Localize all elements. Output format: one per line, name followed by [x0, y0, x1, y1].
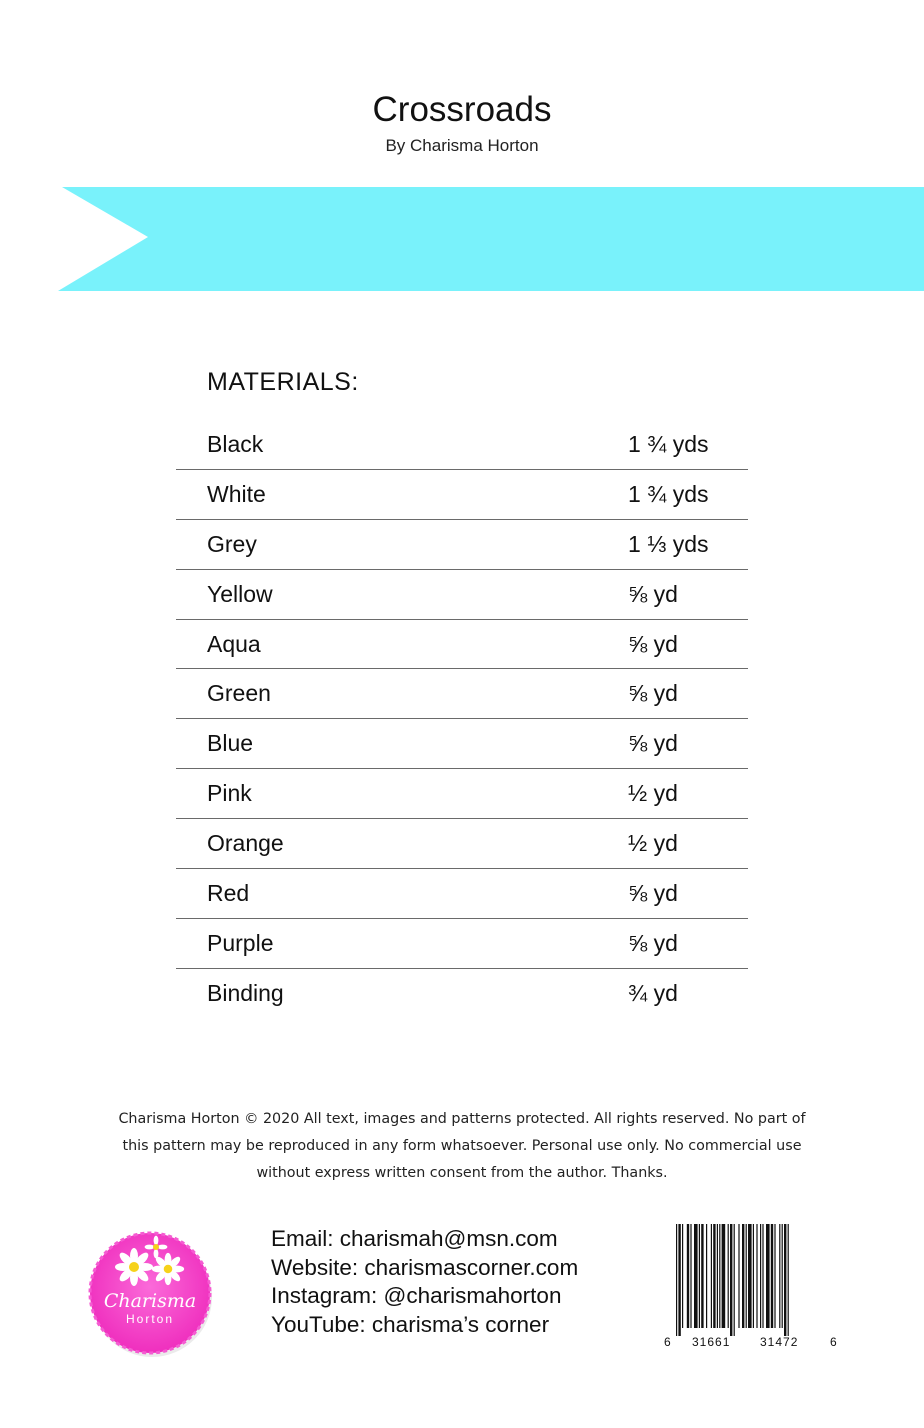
materials-row	[176, 919, 748, 969]
material-name: Red	[207, 880, 250, 907]
barcode-bar	[784, 1224, 786, 1336]
barcode-digit-left: 6	[664, 1335, 671, 1349]
copyright-line: Charisma Horton © 2020 All text, images and patterns protected. All rights reserved. No part of	[118, 1111, 806, 1127]
barcode-bar	[699, 1224, 700, 1328]
barcode	[662, 1222, 840, 1350]
barcode-digit-right: 6	[830, 1335, 837, 1349]
barcode-bar	[742, 1224, 744, 1328]
barcode-bar	[687, 1224, 689, 1328]
barcode-bar	[678, 1224, 680, 1336]
page-title: Crossroads	[372, 90, 552, 129]
material-quantity: ½ yd	[628, 780, 678, 807]
barcode-group2: 31472	[760, 1335, 799, 1349]
barcode-bar	[771, 1224, 773, 1328]
material-name: Green	[207, 680, 271, 707]
material-name: Binding	[207, 979, 284, 1006]
barcode-bar	[722, 1224, 726, 1328]
barcode-group1: 31661	[692, 1335, 731, 1349]
material-name: Yellow	[207, 580, 273, 607]
barcode-bar	[766, 1224, 770, 1328]
material-quantity: 1 ⅓ yds	[628, 530, 709, 557]
copyright-notice	[80, 1106, 844, 1187]
barcode-bar	[717, 1224, 718, 1328]
material-name: Pink	[207, 780, 252, 807]
barcode-bar	[676, 1224, 677, 1336]
copyright-line: without express written consent from the author. Thanks.	[256, 1165, 668, 1181]
copyright-line: this pattern may be reproduced in any form whatsoever. Personal use only. No commercial use	[122, 1138, 802, 1154]
contact-youtube[interactable]: YouTube: charisma’s corner	[271, 1311, 550, 1337]
materials-table	[176, 420, 748, 1019]
contact-email[interactable]: Email: charismah@msn.com	[271, 1226, 558, 1251]
logo-text-horton: Horton	[125, 1312, 175, 1326]
logo-text-charisma: Charisma	[103, 1290, 197, 1312]
aqua-banner	[0, 187, 924, 291]
material-quantity: ¾ yd	[628, 979, 678, 1006]
material-name: Purple	[207, 929, 274, 956]
materials-row	[176, 570, 748, 620]
material-quantity: ½ yd	[628, 830, 678, 857]
material-quantity: ⅝ yd	[628, 580, 678, 607]
material-name: Orange	[207, 830, 284, 857]
material-name: Blue	[207, 730, 254, 757]
materials-row	[176, 819, 748, 869]
materials-row	[176, 769, 748, 819]
barcode-bar	[719, 1224, 720, 1328]
materials-row	[176, 420, 748, 470]
barcode-bar	[728, 1224, 729, 1328]
barcode-bar	[694, 1224, 698, 1328]
barcode-bar	[701, 1224, 703, 1328]
barcode-bar	[682, 1224, 683, 1328]
barcode-bar	[730, 1224, 732, 1336]
barcode-bar	[756, 1224, 757, 1328]
contact-instagram[interactable]: Instagram: @charismahorton	[271, 1283, 562, 1308]
material-quantity: 1 ¾ yds	[628, 480, 709, 507]
material-quantity: ⅝ yd	[628, 680, 678, 707]
material-quantity: ⅝ yd	[628, 730, 678, 757]
barcode-bar	[748, 1224, 752, 1328]
barcode-bar	[690, 1224, 691, 1328]
materials-row	[176, 470, 748, 520]
barcode-bar	[788, 1224, 789, 1336]
material-quantity: ⅝ yd	[628, 929, 678, 956]
contact-info	[271, 1225, 578, 1339]
banner-shape	[58, 187, 924, 291]
barcode-bar	[760, 1224, 761, 1328]
barcode-bar	[711, 1224, 712, 1328]
material-quantity: ⅝ yd	[628, 630, 678, 657]
material-name: White	[207, 480, 266, 507]
barcode-bar	[779, 1224, 780, 1328]
barcode-bar	[774, 1224, 775, 1328]
materials-heading: MATERIALS:	[207, 368, 359, 396]
charisma-horton-logo	[84, 1227, 216, 1359]
barcode-bar	[782, 1224, 783, 1328]
barcode-bar	[753, 1224, 754, 1328]
materials-row	[176, 969, 748, 1019]
barcode-bar	[746, 1224, 747, 1328]
materials-row	[176, 869, 748, 919]
materials-row	[176, 520, 748, 570]
barcode-bars	[676, 1224, 789, 1336]
materials-row	[176, 620, 748, 670]
page-author: By Charisma Horton	[385, 136, 539, 155]
barcode-bar	[738, 1224, 739, 1328]
materials-row	[176, 719, 748, 769]
material-name: Grey	[207, 530, 257, 557]
material-quantity: ⅝ yd	[628, 880, 678, 907]
materials-row	[176, 669, 748, 719]
material-quantity: 1 ¾ yds	[628, 431, 709, 457]
barcode-bar	[734, 1224, 735, 1336]
material-name: Black	[207, 431, 264, 457]
material-name: Aqua	[207, 630, 261, 657]
barcode-bar	[706, 1224, 707, 1328]
contact-website[interactable]: Website: charismascorner.com	[271, 1254, 579, 1280]
barcode-bar	[713, 1224, 715, 1328]
barcode-bar	[762, 1224, 763, 1328]
